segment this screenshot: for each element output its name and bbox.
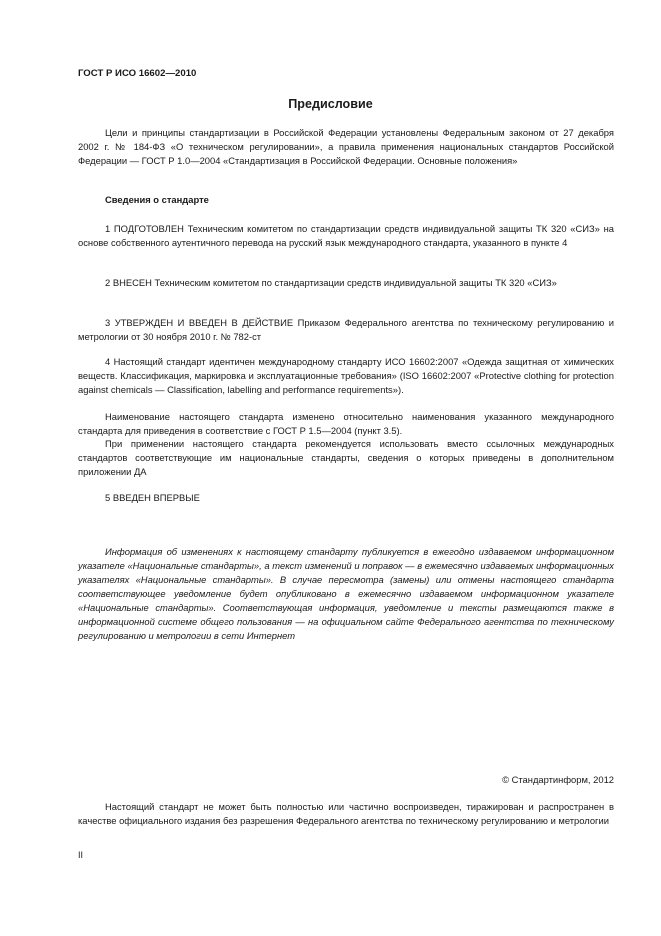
section-heading: Сведения о стандарте (105, 194, 209, 205)
item-2: 2 ВНЕСЕН Техническим комитетом по стандартизации средств индивидуальной защиты ТК 320 «СИЗ» (105, 277, 557, 288)
notice-paragraph: Информация об изменениях к настоящему стандарту публикуется в ежегодно издаваемом информационном указателе «Национальные стандарты», а текст изменений и поправок — в ежемесячно издаваемых информационных указателях «Национальные стандарты». В случае пересмотра (замены) или отмены настоящего стандарта соответствующее уведомление будет опубликовано в ежемесячно издаваемом информационном указателе «Национальные стандарты». Соответствующая информация, уведомление и тексты размещаются также в информационной системе общего пользования — на официальном сайте Федерального агентства по техническому регулированию и метрологии в сети Интернет (78, 546, 614, 641)
intro-paragraph: Цели и принципы стандартизации в Российской Федерации установлены Федеральным законом от 27 декабря 2002 г. № 184-ФЗ «О техническом регулировании», а правила применения национальных стандартов Российской Федерации — ГОСТ Р 1.0—2004 «Стандартизация в Российской Федерации. Основные положения» (78, 127, 614, 166)
item-1: 1 ПОДГОТОВЛЕН Техническим комитетом по стандартизации средств индивидуальной защиты ТК 320 «СИЗ» на основе собственного аутентичного перевода на русский язык международного стандарта, указанного в пункте 4 (78, 223, 614, 248)
item-4-note-2: При применении настоящего стандарта рекомендуется использовать вместо ссылочных международных стандартов соответствующие им национальные стандарты, сведения о которых приведены в дополнительном приложении ДА (78, 438, 614, 477)
page-number: II (78, 850, 84, 860)
page-title: Предисловие (288, 97, 373, 111)
item-5: 5 ВВЕДЕН ВПЕРВЫЕ (105, 492, 200, 503)
item-4: 4 Настоящий стандарт идентичен международному стандарту ИСО 16602:2007 «Одежда защитная от химических веществ. Классификация, маркировка и эксплуатационные требования» (ISO 16602:2007 «Protective clothing for protection against chemicals — Classification, labelling and performance requirements»). (78, 356, 614, 395)
document-header: ГОСТ Р ИСО 16602—2010 (78, 68, 197, 79)
reproduction-notice: Настоящий стандарт не может быть полностью или частично воспроизведен, тиражирован и распространен в качестве официального издания без разрешения Федерального агентства по техническому регулированию и метрологии (78, 801, 614, 826)
copyright-line: © Стандартинформ, 2012 (502, 774, 614, 785)
item-3: 3 УТВЕРЖДЕН И ВВЕДЕН В ДЕЙСТВИЕ Приказом Федерального агентства по техническому регулированию и метрологии от 30 ноября 2010 г. № 782-ст (78, 317, 614, 342)
item-4-note-1: Наименование настоящего стандарта изменено относительно наименования указанного международного стандарта для приведения в соответствие с ГОСТ Р 1.5—2004 (пункт 3.5). (78, 411, 614, 436)
